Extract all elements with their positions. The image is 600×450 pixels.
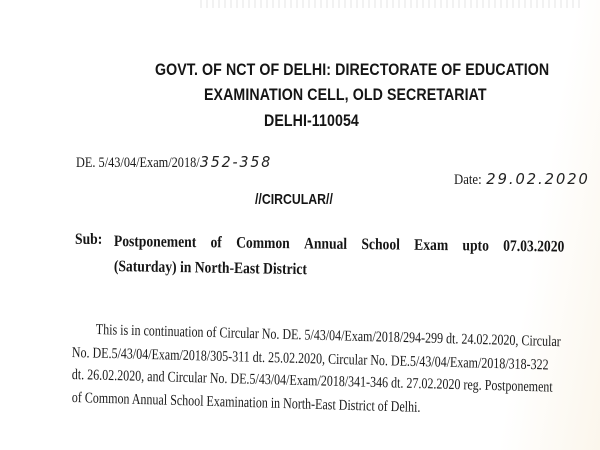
date-label: Date: (454, 172, 482, 188)
header-office: EXAMINATION CELL, OLD SECRETARIAT (204, 86, 487, 104)
scan-artifact (200, 0, 580, 8)
date-handwritten-value: 29.02.2020 (486, 170, 591, 188)
document-date (454, 170, 591, 189)
subject-word: of (210, 234, 222, 252)
circular-title: //CIRCULAR// (255, 191, 333, 208)
body-line-4: of Common Annual School Examination in North-East District of Delhi. (71, 390, 421, 416)
subject-label: Sub: (75, 231, 103, 248)
reference-number (76, 153, 272, 172)
subject-word: Exam (414, 236, 449, 255)
subject-word: Postponement (113, 233, 197, 252)
subject-word: Annual (303, 235, 348, 253)
header-address: DELHI-110054 (264, 112, 359, 130)
subject-word: 07.03.2020 (503, 237, 565, 256)
body-line-2: No. DE.5/43/04/Exam/2018/305-311 dt. 25.02.2020, Circular No. DE.5/43/04/Exam/2018/318-322 (71, 345, 549, 374)
reference-prefix: DE. 5/43/04/Exam/2018/ (76, 155, 200, 171)
body-line-3: dt. 26.02.2020, and Circular No. DE.5/43/04/Exam/2018/341-346 dt. 27.02.2020 reg. Postponement (71, 367, 553, 396)
subject-word: upto (462, 237, 489, 255)
subject-line-1 (114, 233, 565, 257)
body-line-1: This is in continuation of Circular No. DE. 5/43/04/Exam/2018/294-299 dt. 24.02.2020, Circular (95, 322, 561, 351)
subject-line-2: (Saturday) in North-East District (113, 258, 308, 279)
subject-word: Common (236, 234, 290, 253)
reference-handwritten-number: 352-358 (199, 153, 272, 171)
header-department: GOVT. OF NCT OF DELHI: DIRECTORATE OF EDUCATION (155, 61, 550, 79)
subject-word: School (361, 236, 401, 254)
